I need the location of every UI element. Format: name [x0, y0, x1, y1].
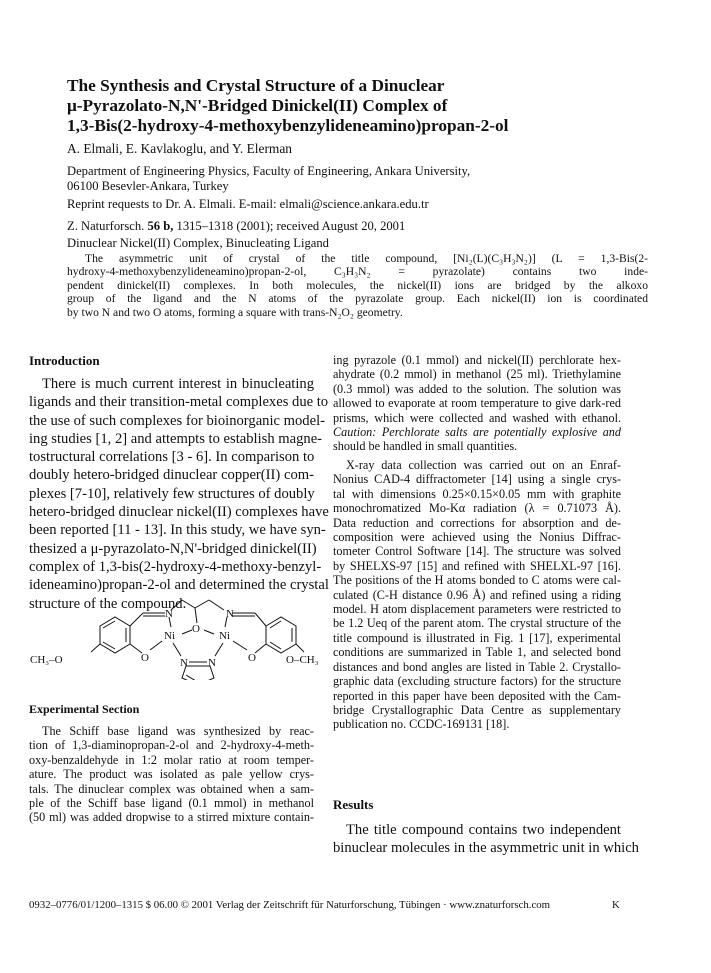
paragraph-line: tostructural correlations [3 - 6]. In comparison to	[29, 449, 315, 466]
affiliation-line: 06100 Besevler-Ankara, Turkey	[67, 179, 229, 193]
citation-pages: 1315–1318 (2001); received August 20, 2001	[176, 219, 406, 233]
paragraph-line: The Schiff base ligand was synthesized by reac-	[42, 724, 314, 738]
methoxy-left: CH₃–O	[30, 654, 63, 666]
paragraph-line: ing studies [1, 2] and attempts to establish magne-	[29, 430, 323, 447]
citation	[67, 219, 405, 234]
atom-n-right: N	[226, 608, 234, 620]
paragraph-line: tals. The dinuclear complex was obtained when a sam-	[29, 781, 314, 796]
authors: A. Elmali, E. Kavlakoglu, and Y. Elerman	[67, 141, 292, 156]
methoxy-right: O–CH₃	[286, 654, 319, 666]
atom-n-pyrazole-left: N	[180, 657, 188, 669]
article-title	[67, 76, 627, 136]
paragraph-line: (50 ml) was added dropwise to a stirred mixture contain-	[29, 810, 314, 825]
citation-journal: Z. Naturforsch.	[67, 219, 145, 233]
atom-ni-right: Ni	[219, 630, 230, 642]
paragraph-line: conditions are summarized in Table 1, and selected bond	[333, 645, 621, 660]
footer-mark: K	[612, 899, 620, 911]
affiliation	[67, 164, 470, 194]
chemical-structure	[28, 590, 328, 680]
title-line: The Synthesis and Crystal Structure of a Dinuclear	[67, 76, 445, 95]
paragraph-line: tion of 1,3-diaminopropan-2-ol and 2-hydroxy-4-meth-	[29, 738, 314, 753]
footer-copyright: 0932–0776/01/1200–1315 $ 06.00 © 2001 Verlag der Zeitschrift für Naturforschung, Tübingen · www.znaturforsch.com	[29, 899, 551, 911]
section-heading-experimental: Experimental Section	[29, 702, 140, 716]
paragraph-line: the use of such complexes for bioinorganic model-	[29, 412, 325, 429]
title-line: 1,3-Bis(2-hydroxy-4-methoxybenzylideneamino)propan-2-ol	[67, 116, 509, 135]
introduction-text	[29, 375, 329, 613]
section-heading-introduction: Introduction	[29, 353, 100, 368]
paragraph-line: tal with dimensions 0.25×0.15×0.05 mm with graphite	[333, 486, 621, 501]
title-line: μ-Pyrazolato-N,N'-Bridged Dinickel(II) Complex of	[67, 96, 448, 115]
abstract-line: The asymmetric unit of crystal of the title compound, [Ni₂(L)(C₃H₃N₂)] (L = 1,3-Bis(2-	[85, 252, 648, 265]
atom-o-left: O	[141, 652, 149, 664]
paragraph-line: oxy-benzaldehyde in 1:2 molar ratio at room temper-	[29, 752, 314, 767]
paragraph-line: reported in this paper have been deposited with the Cam-	[333, 688, 621, 703]
abstract-line: pendent dinickel(II) complexes. In both molecules, the nickel(II) ions are bridged by the alkoxo	[67, 278, 648, 292]
paragraph-line: been reported [11 - 13]. In this study, we have syn-	[29, 522, 326, 539]
paragraph-line: culated (C-H distance 0.96 Å) and refined using a riding	[333, 587, 621, 602]
paragraph-line: plexes [7-10], relatively few structures of doubly	[29, 485, 315, 502]
paragraph-line: (0.3 mmol) was added to the solution. The solution was	[333, 381, 621, 396]
reprint-note: Reprint requests to Dr. A. Elmali. E-mail: elmali@science.ankara.edu.tr	[67, 197, 429, 211]
paragraph-line: ideneamino)propan-2-ol and determined the crystal	[29, 577, 329, 594]
paragraph-line: ple of the Schiff base ligand (0.1 mmol) in methanol	[29, 796, 314, 811]
paragraph-line: prisms, which were collected and washed with ethanol.	[333, 410, 621, 425]
experimental-text	[29, 724, 314, 825]
paragraph-line: graphic data (excluding structure factors) for the structure	[333, 674, 621, 689]
paragraph-line: ing pyrazole (0.1 mmol) and nickel(II) perchlorate hex-	[333, 353, 621, 367]
abstract	[67, 252, 648, 319]
paragraph-line: ature. The product was isolated as pale yellow crys-	[29, 767, 314, 782]
results-text	[333, 821, 639, 858]
experimental-text-continued	[333, 353, 621, 454]
paragraph-line: Nonius CAD-4 diffractometer [14] using a single crys-	[333, 472, 621, 487]
paragraph-line: There is much current interest in binucleating	[42, 376, 314, 392]
paragraph-line: should be handled in small quantities.	[333, 439, 518, 454]
paragraph-line: bridge Crystallographic Data Centre as supplementary	[333, 702, 621, 717]
abstract-line: by two N and two O atoms, forming a square with trans-N₂O₂ geometry.	[67, 305, 403, 319]
paragraph-line: monochromatized Mo-Kα radiation (λ = 0.71073 Å).	[333, 501, 621, 516]
paragraph-line: X-ray data collection was carried out on an Enraf-	[346, 458, 621, 472]
atom-ni-left: Ni	[164, 630, 175, 642]
paragraph-line: title compound is illustrated in Fig. 1 [17], experimental	[333, 630, 621, 645]
keywords: Dinuclear Nickel(II) Complex, Binucleating Ligand	[67, 236, 329, 250]
affiliation-line: Department of Engineering Physics, Faculty of Engineering, Ankara University,	[67, 164, 471, 178]
paragraph-line: doubly hetero-bridged dinuclear copper(II) com-	[29, 467, 314, 484]
section-heading-results: Results	[333, 797, 374, 812]
atom-o-right: O	[248, 652, 256, 664]
paragraph-line: publication no. CCDC-169131 [18].	[333, 717, 510, 732]
paragraph-line: distances and bond angles are listed in Table 2. Crystallo-	[333, 659, 621, 674]
paragraph-line: ahydrate (0.2 mmol) in methanol (25 ml). Triethylamine	[333, 367, 621, 382]
atom-o-center: O	[192, 623, 200, 635]
paragraph-line: Data reduction and corrections for absorption and de-	[333, 515, 621, 530]
atom-n-left: N	[165, 608, 173, 620]
paragraph-line: hetero-bridged dinuclear nickel(II) complexes have	[29, 504, 329, 521]
paragraph-line: ligands and their transition-metal complexes due to	[29, 394, 329, 411]
paragraph-line: complex of 1,3-bis(2-hydroxy-4-methoxy-benzyl-	[29, 558, 322, 575]
paragraph-line: The positions of the H atoms bonded to C atoms were cal-	[333, 573, 621, 588]
paragraph-line: tometer Control Software [14]. The structure was solved	[333, 544, 621, 559]
citation-volume: 56 b,	[147, 219, 174, 233]
paragraph-line: by SHELXS-97 [15] and refined with SHELXL-97 [16].	[333, 558, 621, 573]
atom-n-pyrazole-right: N	[208, 657, 216, 669]
abstract-line: hydroxy-4-methoxybenzylideneamino)propan-2-ol, C₃H₃N₂ = pyrazolate) contains two inde-	[67, 265, 648, 279]
paragraph-line: allowed to evaporate at room temperature to give dark-red	[333, 396, 621, 411]
abstract-line: group of the ligand and the N atoms of the pyrazolate group. Each nickel(II) ion is coordinated	[67, 292, 648, 306]
paragraph-line: The title compound contains two independent	[346, 822, 621, 838]
paragraph-line: structure of the compound.	[29, 595, 187, 612]
paragraph-line: binuclear molecules in the asymmetric unit in which	[333, 840, 639, 857]
xray-text	[333, 458, 621, 732]
paragraph-line: Caution: Perchlorate salts are potentially explosive and	[333, 425, 621, 440]
paragraph-line: model. H atom displacement parameters were restricted to	[333, 602, 621, 617]
paragraph-line: thesized a μ-pyrazolato-N,N'-bridged dinickel(II)	[29, 540, 317, 557]
paragraph-line: be 1.2 Ueq of the parent atom. The crystal structure of the	[333, 616, 621, 631]
paragraph-line: composition were achieved using the Nonius Diffrac-	[333, 530, 621, 545]
